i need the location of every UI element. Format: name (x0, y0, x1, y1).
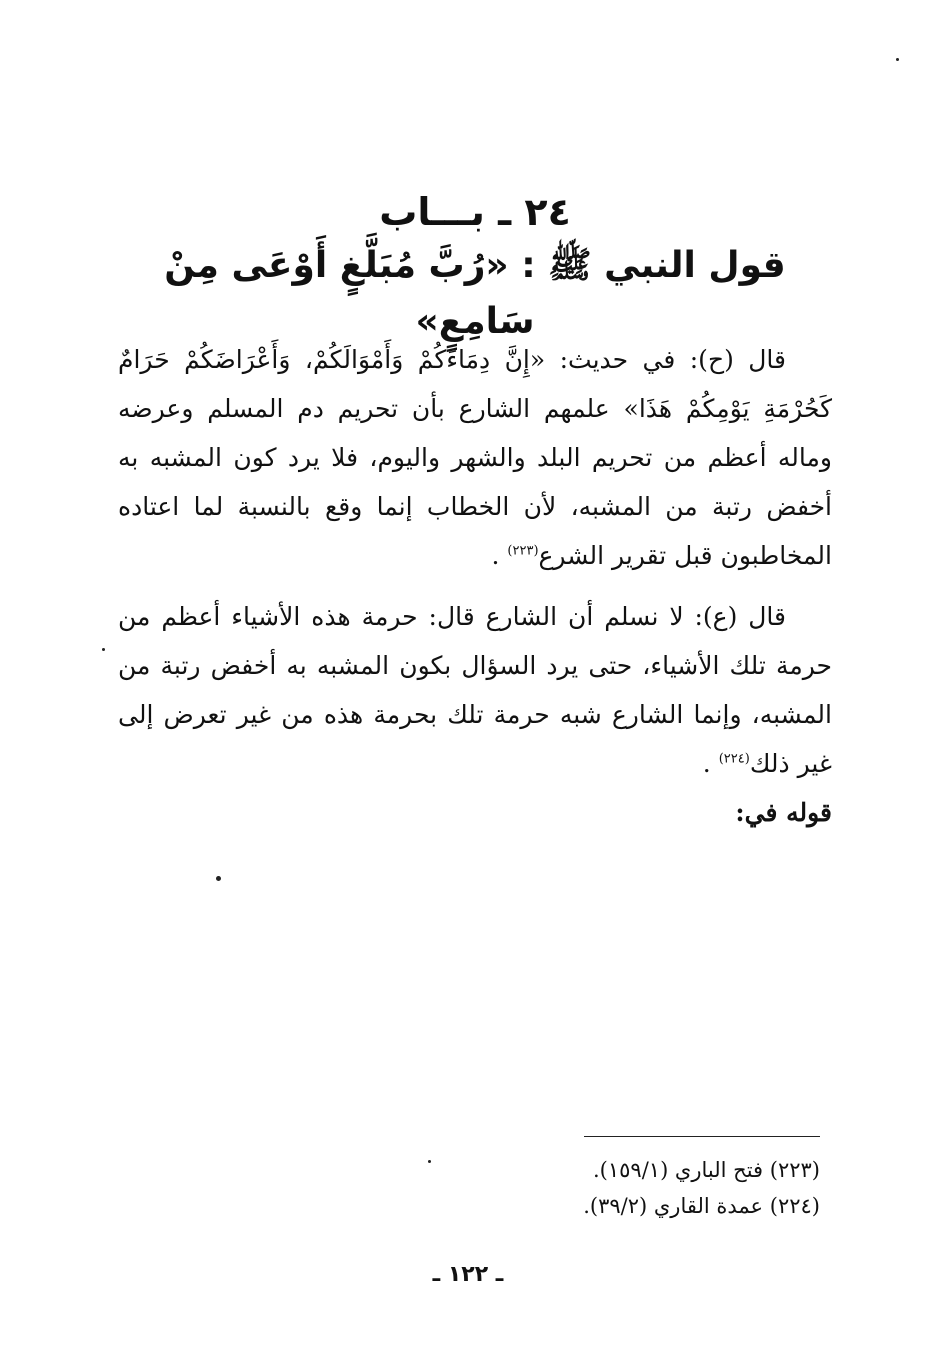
footnote-ref-223: (٢٢٣) (507, 543, 539, 559)
page-number: ـ ١٢٢ ـ (432, 1262, 504, 1287)
footnotes (420, 1152, 820, 1224)
footnote-divider (584, 1136, 820, 1137)
scan-speck (428, 1160, 431, 1163)
paragraph-ha (118, 335, 832, 580)
scan-speck (896, 58, 899, 61)
footnote-ref-224: (٢٢٤) (718, 751, 750, 767)
paragraph-text: لا نسلم أن الشارع قال: حرمة هذه الأشياء أعظم من حرمة تلك الأشياء، حتى يرد السؤال بكون المشبه به أخفض رتبة من المشبه، وإنما الشارع شبه حرمة تلك بحرمة هذه من غير تعرض إلى غير ذلك (118, 602, 832, 778)
footnote-223: (٢٢٣) فتح الباري (١٥٩/١). (592, 1158, 820, 1182)
paragraph-end: . (702, 749, 719, 778)
paragraph-lead: قال (ح): في حديث: (559, 345, 786, 374)
closing-line: قوله في: (735, 798, 832, 827)
paragraph-lead: قال (ع): (694, 602, 786, 631)
paragraph-ain (118, 592, 832, 788)
chapter-label: ٢٤ ـ بـــاب (379, 190, 571, 234)
body-text (118, 335, 832, 802)
scan-speck (102, 648, 105, 651)
chapter-heading: قول النبي ﷺ : «رُبَّ مُبَلَّغٍ أَوْعَى مِنْ سَامِعٍ» (164, 245, 786, 342)
scan-speck (216, 876, 221, 881)
paragraph-end: . (491, 541, 508, 570)
paragraph-text: «إِنَّ دِمَاءَكُمْ وَأَمْوَالَكُمْ، وَأَعْرَاضَكُمْ حَرَامٌ كَحُرْمَةِ يَوْمِكُمْ هَذَا» علمهم الشارع بأن تحريم دم المسلم وعرضه وماله أعظم من تحريم البلد والشهر واليوم، فلا يرد كون المشبه به أخفض رتبة من المشبه، لأن الخطاب إنما وقع بالنسبة لما اعتاده المخاطبون قبل تقرير الشرع (118, 345, 832, 570)
footnote-224: (٢٢٤) عمدة القاري (٣٩/٢). (583, 1194, 820, 1218)
